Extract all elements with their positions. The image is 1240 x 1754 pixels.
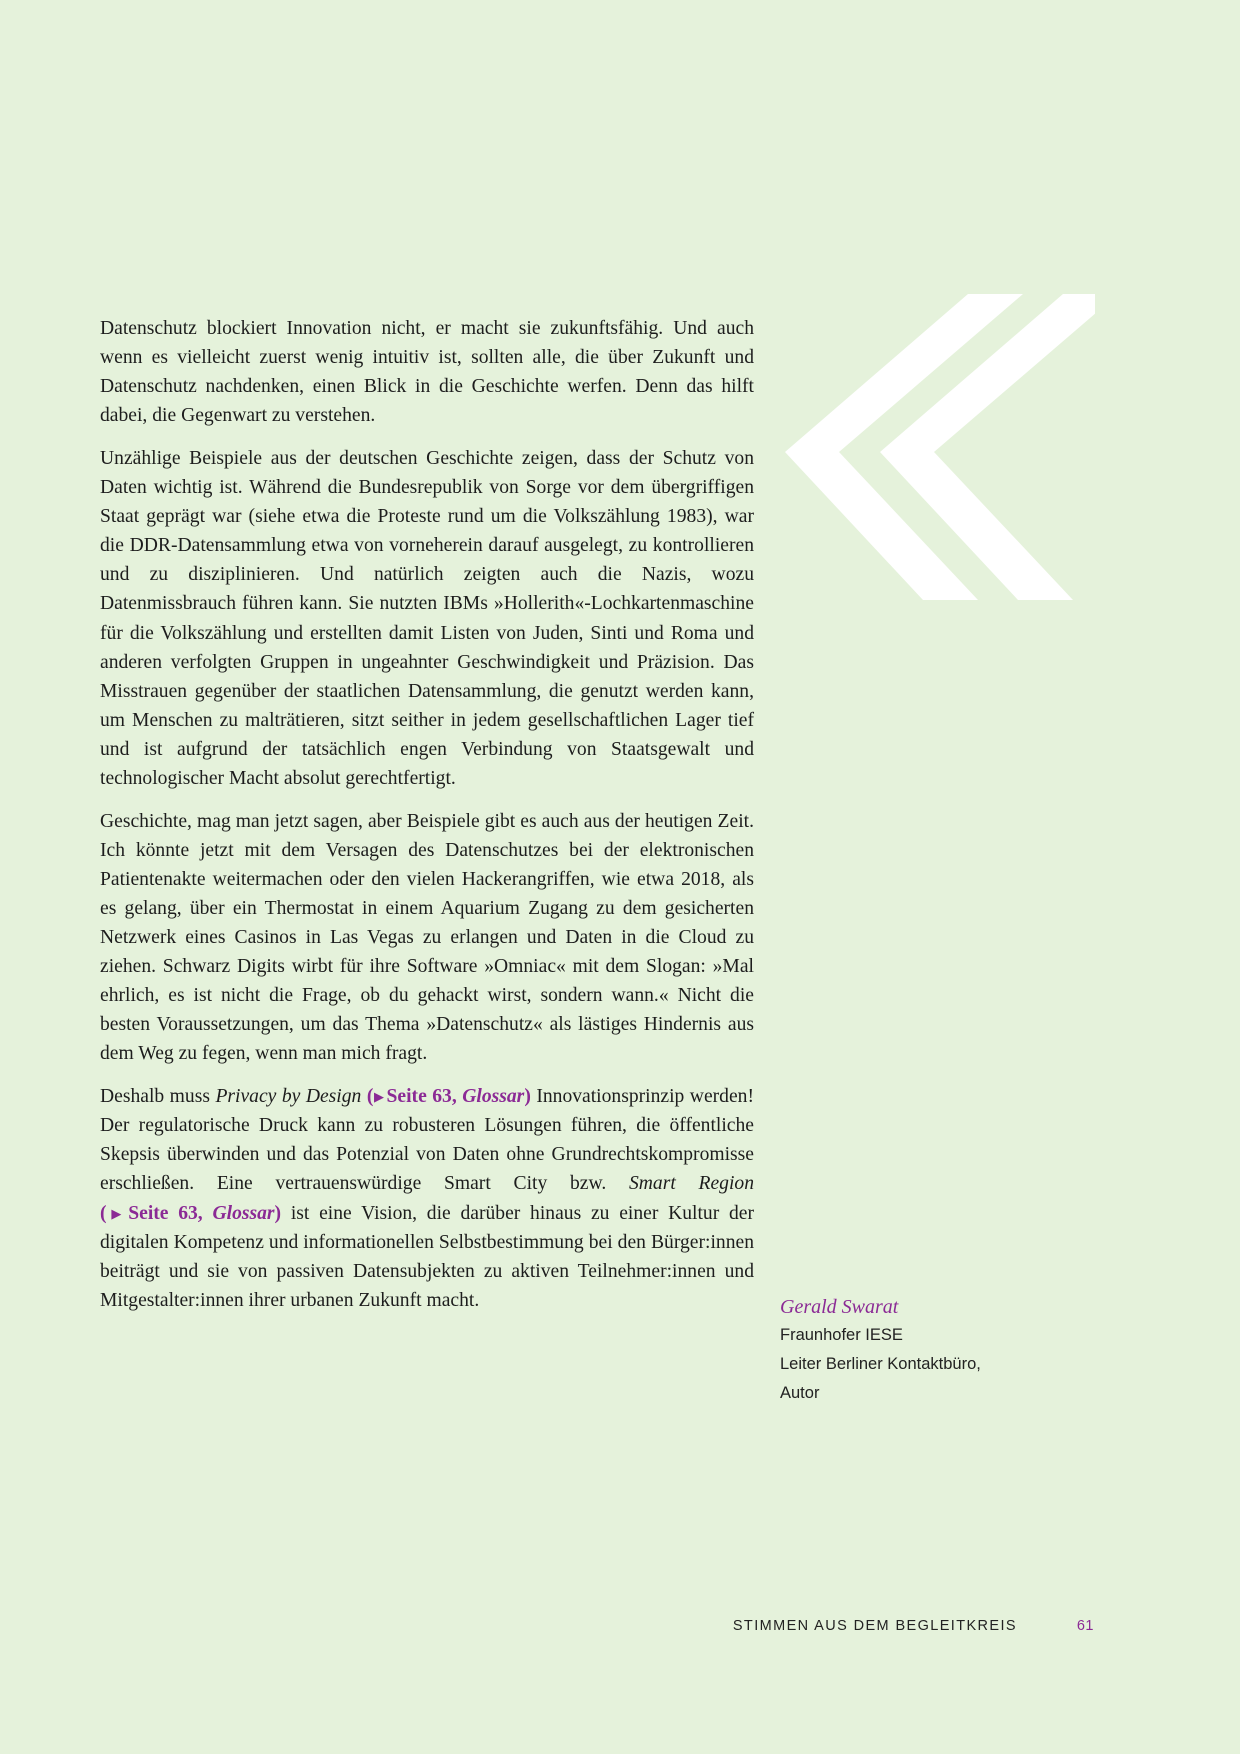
author-role-2: Autor — [780, 1384, 820, 1402]
page-footer — [700, 1618, 1094, 1640]
paragraph-4-outro: ist eine Vision, die darüber hinaus zu einer Kultur der digitalen Kompetenz und informationellen Selbstbestimmung bei den Bürger:innen beiträgt und sie von passiven Datensubjekten zu aktiven Teilnehmer:innen und Mitgestalter:innen ihrer urbanen Zukunft macht. — [100, 1202, 755, 1311]
triangle-right-icon: ▶ — [106, 1205, 127, 1221]
paragraph-3: Geschichte, mag man jetzt sagen, aber Beispiele gibt es auch aus der heutigen Zeit. Ich könnte jetzt mit dem Versagen des Datenschutzes bei der elektronischen Patientenakte weitermachen oder den vielen Hackerangriffen, wie etwa 2018, als es gelang, über ein Thermostat in einem Aquarium Zugang zu dem gesicherten Netzwerk eines Casinos in Las Vegas zu erlangen und Daten in die Cloud zu ziehen. Schwarz Digits wirbt für ihre Software »Omniac« mit dem Slogan: »Mal ehrlich, es ist nicht die Frage, ob du gehackt wirst, sondern wann.« Nicht die besten Voraussetzungen, um das Thema »Datenschutz« als lästiges Hindernis aus dem Weg zu fegen, wenn man mich fragt. — [100, 810, 754, 1065]
paragraph-4-middle: Innovationsprinzip werden! Der regulatorische Druck kann zu robusteren Lösungen führen, die öffentliche Skepsis überwinden und das Potenzial von Daten ohne Grundrechtskompromisse erschließen. Eine vertrauenswürdige Smart City bzw. — [100, 1086, 754, 1195]
glossary-link-page: Seite 63, — [386, 1086, 457, 1108]
term-smart-region: Smart Region — [628, 1173, 754, 1195]
author-name: Gerald Swarat — [780, 1296, 899, 1318]
triangle-right-icon: ▶ — [373, 1089, 385, 1105]
footer-section-title: STIMMEN AUS DEM BEGLEITKREIS — [732, 1618, 1017, 1634]
glossary-link-label: Glossar — [212, 1202, 275, 1224]
author-block — [780, 1293, 1080, 1408]
article-body — [100, 314, 754, 1328]
paragraph-4-intro: Deshalb muss — [100, 1086, 216, 1108]
double-chevron-left-icon — [785, 294, 1095, 600]
paragraph-1: Datenschutz blockiert Innovation nicht, er macht sie zukunftsfähig. Und auch wenn es vielleicht zuerst wenig intuitiv ist, sollten alle, die über Zukunft und Datenschutz nachdenken, einen Blick in die Geschichte werfen. Denn das hilft dabei, die Gegenwart zu verstehen. — [100, 318, 754, 427]
author-organization: Fraunhofer IESE — [780, 1326, 903, 1344]
paragraph-2: Unzählige Beispiele aus der deutschen Geschichte zeigen, dass der Schutz von Daten wichtig ist. Während die Bundesrepublik von Sorge vor dem übergriffigen Staat geprägt war (siehe etwa die Proteste rund um die Volkszählung 1983), war die DDR-Datensammlung etwa von vorneherein darauf ausgelegt, zu kontrollieren und zu disziplinieren. Und natürlich zeigten auch die Nazis, wozu Datenmissbrauch führen kann. Sie nutzten IBMs »Hollerith«-Lochkartenmaschine für die Volkszählung und erstellten damit Listen von Juden, Sinti und Roma und anderen verfolgten Gruppen in ungeahnter Geschwindigkeit und Präzision. Das Misstrauen gegenüber der staatlichen Datensammlung, die genutzt werden kann, um Menschen zu malträtieren, sitzt seither in jedem gesellschaftlichen Lager tief und ist aufgrund der tatsächlich engen Verbindung von Staatsgewalt und technologischer Macht absolut gerechtfertigt. — [100, 447, 754, 789]
paragraph-4 — [100, 1082, 754, 1315]
glossary-link-privacy-by-design[interactable]: (▶ Seite 63, Glossar) — [366, 1086, 531, 1108]
glossary-link-smart-region[interactable]: (▶ Seite 63, Glossar) — [100, 1202, 282, 1224]
author-role: Leiter Berliner Kontaktbüro, — [780, 1355, 981, 1373]
term-privacy-by-design: Privacy by Design — [215, 1086, 362, 1108]
page-number: 61 — [1076, 1618, 1094, 1634]
glossary-link-page: Seite 63, — [128, 1202, 203, 1224]
glossary-link-label: Glossar — [462, 1086, 525, 1108]
